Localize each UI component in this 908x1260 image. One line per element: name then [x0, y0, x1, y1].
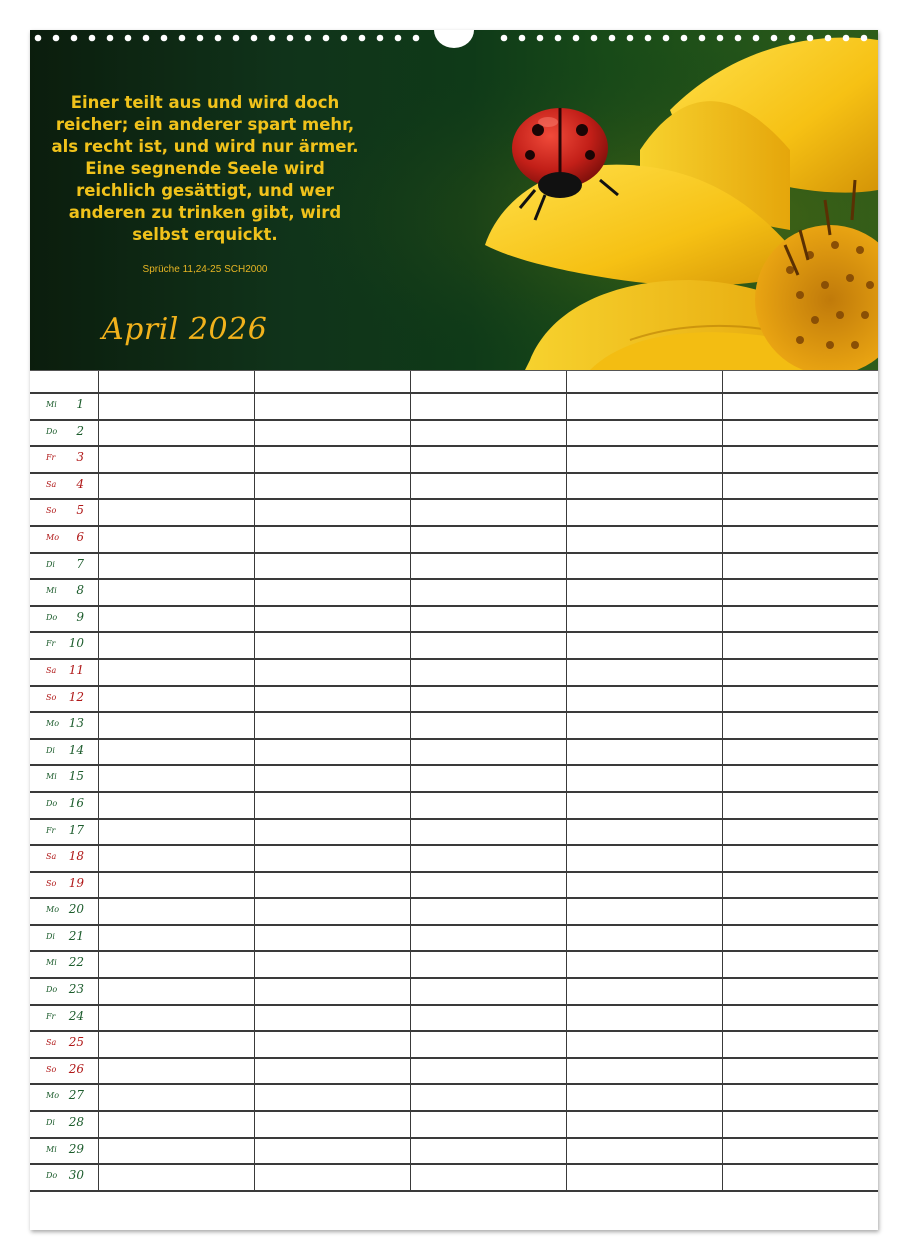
- day-label-cell: [30, 740, 98, 765]
- planner-cell[interactable]: [98, 1139, 254, 1164]
- day-number: 6: [76, 529, 84, 544]
- planner-cell[interactable]: [722, 1139, 878, 1164]
- day-label-cell: [30, 1059, 98, 1084]
- planner-cell[interactable]: [254, 1139, 410, 1164]
- planner-cell[interactable]: [254, 926, 410, 951]
- planner-cell[interactable]: [254, 421, 410, 446]
- planner-cell[interactable]: [410, 1032, 566, 1057]
- day-row: [30, 740, 878, 767]
- planner-cell[interactable]: [566, 766, 722, 791]
- day-row: [30, 447, 878, 474]
- day-number: 27: [68, 1088, 84, 1103]
- day-row: [30, 766, 878, 793]
- planner-cell[interactable]: [98, 1112, 254, 1137]
- day-row: [30, 660, 878, 687]
- planner-cell[interactable]: [566, 633, 722, 658]
- planner-cell[interactable]: [98, 1085, 254, 1110]
- weekday-label: So: [46, 1064, 57, 1074]
- planner-cell[interactable]: [98, 421, 254, 446]
- planner-cell[interactable]: [98, 979, 254, 1004]
- day-number: 29: [68, 1141, 84, 1156]
- column-header-cell: [98, 371, 254, 392]
- planner-cell[interactable]: [566, 1112, 722, 1137]
- weekday-label: Mi: [46, 1144, 57, 1154]
- day-label-cell: [30, 500, 98, 525]
- planner-cell[interactable]: [98, 500, 254, 525]
- planner-cell[interactable]: [254, 952, 410, 977]
- planner-cell[interactable]: [722, 660, 878, 685]
- weekday-label: Mi: [46, 772, 57, 782]
- planner-cell[interactable]: [98, 660, 254, 685]
- planner-cell[interactable]: [722, 1032, 878, 1057]
- planner-cell[interactable]: [566, 846, 722, 871]
- planner-cell[interactable]: [254, 500, 410, 525]
- planner-cell[interactable]: [722, 1085, 878, 1110]
- quote-line: Eine segnende Seele wird: [85, 159, 325, 178]
- planner-cell[interactable]: [254, 394, 410, 419]
- day-number: 17: [68, 822, 84, 837]
- planner-cell[interactable]: [410, 1059, 566, 1084]
- day-row: [30, 1165, 878, 1192]
- planner-cell[interactable]: [566, 1085, 722, 1110]
- planner-cell[interactable]: [722, 447, 878, 472]
- planner-cell[interactable]: [722, 633, 878, 658]
- planner-cell[interactable]: [98, 926, 254, 951]
- planner-cell[interactable]: [410, 580, 566, 605]
- weekday-label: Sa: [46, 665, 57, 675]
- planner-cell[interactable]: [410, 766, 566, 791]
- weekday-label: Mo: [46, 532, 60, 542]
- day-label-cell: [30, 979, 98, 1004]
- day-row: [30, 633, 878, 660]
- planner-cell[interactable]: [254, 1006, 410, 1031]
- day-number: 30: [68, 1168, 84, 1183]
- planner-cell[interactable]: [410, 474, 566, 499]
- weekday-label: Mo: [46, 719, 60, 729]
- weekday-label: Mi: [46, 958, 57, 968]
- day-row: [30, 421, 878, 448]
- planner-cell[interactable]: [410, 1006, 566, 1031]
- weekday-label: Fr: [46, 639, 56, 649]
- planner-cell[interactable]: [410, 687, 566, 712]
- weekday-label: Do: [46, 612, 58, 622]
- day-row: [30, 899, 878, 926]
- planner-cell[interactable]: [566, 607, 722, 632]
- planner-cell[interactable]: [566, 1032, 722, 1057]
- planner-cell[interactable]: [98, 873, 254, 898]
- planner-cell[interactable]: [98, 899, 254, 924]
- day-number: 19: [68, 875, 84, 890]
- planner-cell[interactable]: [254, 580, 410, 605]
- weekday-label: Fr: [46, 1011, 56, 1021]
- planner-cell[interactable]: [410, 873, 566, 898]
- day-row: [30, 607, 878, 634]
- day-number: 7: [76, 556, 84, 571]
- planner-cell[interactable]: [410, 899, 566, 924]
- planner-cell[interactable]: [410, 447, 566, 472]
- day-label-cell: [30, 607, 98, 632]
- day-row: [30, 1139, 878, 1166]
- planner-cell[interactable]: [254, 607, 410, 632]
- day-label-cell: [30, 793, 98, 818]
- planner-cell[interactable]: [98, 713, 254, 738]
- weekday-label: Mi: [46, 400, 57, 409]
- calendar-header: [30, 30, 878, 370]
- planner-cell[interactable]: [410, 1112, 566, 1137]
- day-number: 23: [68, 982, 84, 997]
- planner-cell[interactable]: [98, 740, 254, 765]
- day-label-cell: [30, 580, 98, 605]
- column-header-cell: [566, 371, 722, 392]
- day-number: 14: [68, 742, 84, 757]
- day-row: [30, 820, 878, 847]
- planner-cell[interactable]: [98, 554, 254, 579]
- day-number: 16: [68, 795, 84, 810]
- day-row: [30, 979, 878, 1006]
- planner-cell[interactable]: [722, 926, 878, 951]
- planner-cell[interactable]: [98, 952, 254, 977]
- planner-cell[interactable]: [254, 1112, 410, 1137]
- day-row: [30, 1059, 878, 1086]
- planner-cell[interactable]: [410, 633, 566, 658]
- planner-cell[interactable]: [410, 1085, 566, 1110]
- weekday-label: Fr: [46, 825, 56, 835]
- planner-cell[interactable]: [254, 1059, 410, 1084]
- day-row: [30, 952, 878, 979]
- day-label-cell: [30, 820, 98, 845]
- planner-cell[interactable]: [722, 713, 878, 738]
- planner-cell[interactable]: [722, 580, 878, 605]
- planner-cell[interactable]: [722, 500, 878, 525]
- planner-cell[interactable]: [410, 740, 566, 765]
- day-number: 5: [76, 503, 84, 518]
- quote-line: Einer teilt aus und wird doch: [70, 93, 340, 112]
- planner-cell[interactable]: [566, 1059, 722, 1084]
- planner-cell[interactable]: [722, 527, 878, 552]
- planner-cell[interactable]: [722, 766, 878, 791]
- weekday-label: Do: [46, 798, 58, 808]
- quote-line: als recht ist, und wird nur ärmer.: [51, 137, 359, 156]
- weekday-label: Mo: [46, 1091, 60, 1101]
- day-label-cell: [30, 1112, 98, 1137]
- planner-cell[interactable]: [410, 1139, 566, 1164]
- day-label-cell: [30, 1165, 98, 1190]
- day-row: [30, 1112, 878, 1139]
- calendar-page: [30, 30, 878, 1230]
- day-label-cell: [30, 873, 98, 898]
- day-number: 20: [68, 902, 84, 917]
- day-label-cell: [30, 1006, 98, 1031]
- planner-cell[interactable]: [254, 527, 410, 552]
- planner-cell[interactable]: [98, 394, 254, 419]
- planner-cell[interactable]: [410, 394, 566, 419]
- spiral-binding: [30, 30, 878, 48]
- planner-cell[interactable]: [566, 820, 722, 845]
- planner-cell[interactable]: [722, 474, 878, 499]
- day-row: [30, 846, 878, 873]
- planner-cell[interactable]: [98, 793, 254, 818]
- day-number: 8: [76, 583, 84, 598]
- planner-cell[interactable]: [410, 1165, 566, 1190]
- planner-cell[interactable]: [722, 873, 878, 898]
- weekday-label: Di: [46, 931, 55, 941]
- planner-cell[interactable]: [254, 793, 410, 818]
- weekday-label: Sa: [46, 479, 57, 489]
- planner-cell[interactable]: [566, 1139, 722, 1164]
- planner-cell[interactable]: [254, 713, 410, 738]
- day-number: 18: [68, 849, 84, 864]
- weekday-label: So: [46, 878, 57, 888]
- planner-cell[interactable]: [722, 1059, 878, 1084]
- planner-cell[interactable]: [722, 793, 878, 818]
- day-label-cell: [30, 899, 98, 924]
- planner-cell[interactable]: [722, 740, 878, 765]
- weekday-label: Mo: [46, 905, 60, 915]
- planner-cell[interactable]: [98, 447, 254, 472]
- day-row: [30, 1032, 878, 1059]
- planner-cell[interactable]: [254, 1165, 410, 1190]
- planner-cell[interactable]: [566, 500, 722, 525]
- header-row: [30, 370, 878, 394]
- planner-grid: [30, 370, 878, 1192]
- day-row: [30, 554, 878, 581]
- day-row: [30, 687, 878, 714]
- weekday-label: Fr: [46, 453, 56, 463]
- planner-cell[interactable]: [98, 474, 254, 499]
- day-number: 9: [76, 609, 84, 624]
- planner-cell[interactable]: [254, 447, 410, 472]
- day-row: [30, 1006, 878, 1033]
- planner-cell[interactable]: [722, 394, 878, 419]
- day-label-cell: [30, 660, 98, 685]
- day-number: 22: [68, 955, 84, 970]
- weekday-label: Do: [46, 426, 58, 436]
- planner-cell[interactable]: [254, 766, 410, 791]
- planner-cell[interactable]: [98, 846, 254, 871]
- column-header-cell: [722, 371, 878, 392]
- planner-cell[interactable]: [722, 1006, 878, 1031]
- quote-reference: Sprüche 11,24-25 SCH2000: [142, 264, 268, 275]
- planner-cell[interactable]: [254, 660, 410, 685]
- planner-cell[interactable]: [254, 633, 410, 658]
- day-row: [30, 873, 878, 900]
- day-label-cell: [30, 554, 98, 579]
- quote-line: anderen zu trinken gibt, wird: [68, 203, 342, 222]
- day-row: [30, 713, 878, 740]
- day-number: 26: [68, 1061, 84, 1076]
- day-row: [30, 500, 878, 527]
- planner-cell[interactable]: [566, 527, 722, 552]
- day-label-cell: [30, 926, 98, 951]
- weekday-label: Sa: [46, 852, 57, 862]
- quote-line: selbst erquickt.: [132, 225, 278, 244]
- planner-cell[interactable]: [98, 687, 254, 712]
- day-number: 1: [76, 397, 84, 411]
- planner-cell[interactable]: [722, 687, 878, 712]
- planner-cell[interactable]: [254, 740, 410, 765]
- day-label-cell: [30, 1085, 98, 1110]
- quote-line: reichlich gesättigt, und wer: [76, 181, 334, 200]
- planner-cell[interactable]: [722, 846, 878, 871]
- day-number: 15: [68, 769, 84, 784]
- planner-cell[interactable]: [254, 899, 410, 924]
- planner-cell[interactable]: [98, 1059, 254, 1084]
- column-header-cell: [254, 371, 410, 392]
- day-number: 28: [68, 1115, 84, 1130]
- month-title: April 2026: [102, 312, 268, 347]
- weekday-label: Mi: [46, 586, 57, 596]
- weekday-label: Di: [46, 745, 55, 755]
- planner-cell[interactable]: [98, 527, 254, 552]
- planner-cell[interactable]: [98, 1165, 254, 1190]
- planner-cell[interactable]: [254, 979, 410, 1004]
- day-label-cell: [30, 713, 98, 738]
- planner-cell[interactable]: [722, 899, 878, 924]
- planner-cell[interactable]: [722, 421, 878, 446]
- planner-cell[interactable]: [254, 846, 410, 871]
- planner-cell[interactable]: [98, 607, 254, 632]
- planner-cell[interactable]: [566, 1165, 722, 1190]
- planner-cell[interactable]: [566, 474, 722, 499]
- planner-cell[interactable]: [410, 527, 566, 552]
- day-label-cell: [30, 633, 98, 658]
- planner-cell[interactable]: [566, 952, 722, 977]
- day-row: [30, 394, 878, 421]
- planner-cell[interactable]: [566, 873, 722, 898]
- planner-cell[interactable]: [410, 607, 566, 632]
- planner-cell[interactable]: [410, 979, 566, 1004]
- bible-quote: [40, 92, 370, 246]
- day-number: 24: [68, 1008, 84, 1023]
- planner-cell[interactable]: [254, 1032, 410, 1057]
- day-label-cell: [30, 474, 98, 499]
- day-label-cell: [30, 527, 98, 552]
- day-label-cell: [30, 421, 98, 446]
- planner-cell[interactable]: [254, 873, 410, 898]
- planner-cell[interactable]: [566, 899, 722, 924]
- planner-cell[interactable]: [566, 1006, 722, 1031]
- planner-cell[interactable]: [722, 554, 878, 579]
- planner-cell[interactable]: [254, 1085, 410, 1110]
- day-number: 21: [68, 928, 84, 943]
- planner-cell[interactable]: [566, 687, 722, 712]
- weekday-label: Sa: [46, 1038, 57, 1048]
- day-label-cell: [30, 1139, 98, 1164]
- weekday-label: Di: [46, 1118, 55, 1128]
- planner-cell[interactable]: [98, 580, 254, 605]
- planner-cell[interactable]: [410, 421, 566, 446]
- day-row: [30, 474, 878, 501]
- planner-cell[interactable]: [566, 580, 722, 605]
- planner-cell[interactable]: [410, 820, 566, 845]
- day-label-cell: [30, 846, 98, 871]
- planner-cell[interactable]: [98, 1032, 254, 1057]
- planner-cell[interactable]: [254, 474, 410, 499]
- day-number: 25: [68, 1035, 84, 1050]
- day-row: [30, 527, 878, 554]
- planner-cell[interactable]: [566, 447, 722, 472]
- planner-cell[interactable]: [410, 660, 566, 685]
- planner-cell[interactable]: [254, 554, 410, 579]
- planner-cell[interactable]: [98, 1006, 254, 1031]
- day-number: 10: [68, 636, 84, 651]
- weekday-label: So: [46, 506, 57, 516]
- planner-cell[interactable]: [566, 793, 722, 818]
- day-label-cell: [30, 447, 98, 472]
- weekday-label: Di: [46, 559, 55, 569]
- planner-cell[interactable]: [98, 633, 254, 658]
- day-number: 3: [76, 450, 84, 465]
- planner-cell[interactable]: [410, 793, 566, 818]
- planner-cell[interactable]: [566, 979, 722, 1004]
- planner-cell[interactable]: [722, 952, 878, 977]
- day-label-cell: [30, 1032, 98, 1057]
- day-label-cell: [30, 766, 98, 791]
- day-number: 13: [68, 716, 84, 731]
- weekday-label: Do: [46, 985, 58, 995]
- planner-cell[interactable]: [722, 607, 878, 632]
- planner-cell[interactable]: [722, 1112, 878, 1137]
- planner-cell[interactable]: [254, 820, 410, 845]
- day-number: 2: [76, 423, 84, 438]
- column-header-cell: [410, 371, 566, 392]
- planner-cell[interactable]: [98, 820, 254, 845]
- planner-cell[interactable]: [566, 926, 722, 951]
- planner-cell[interactable]: [722, 820, 878, 845]
- day-label-cell: [30, 394, 98, 419]
- planner-cell[interactable]: [98, 766, 254, 791]
- planner-cell[interactable]: [566, 660, 722, 685]
- day-row: [30, 926, 878, 953]
- planner-cell[interactable]: [566, 740, 722, 765]
- day-label-cell: [30, 952, 98, 977]
- planner-cell[interactable]: [722, 979, 878, 1004]
- planner-cell[interactable]: [410, 713, 566, 738]
- planner-cell[interactable]: [410, 500, 566, 525]
- day-label-cell: [30, 687, 98, 712]
- planner-cell[interactable]: [254, 687, 410, 712]
- planner-cell[interactable]: [722, 1165, 878, 1190]
- planner-cell[interactable]: [566, 554, 722, 579]
- weekday-label: Do: [46, 1171, 58, 1181]
- day-row: [30, 793, 878, 820]
- weekday-label: So: [46, 692, 57, 702]
- planner-cell[interactable]: [566, 394, 722, 419]
- planner-cell[interactable]: [410, 554, 566, 579]
- day-row: [30, 1085, 878, 1112]
- planner-cell[interactable]: [566, 421, 722, 446]
- planner-cell[interactable]: [410, 846, 566, 871]
- day-number: 12: [68, 689, 84, 704]
- day-number: 11: [68, 662, 84, 677]
- day-number: 4: [76, 476, 84, 491]
- planner-cell[interactable]: [410, 952, 566, 977]
- planner-cell[interactable]: [566, 713, 722, 738]
- quote-line: reicher; ein anderer spart mehr,: [55, 115, 355, 134]
- day-row: [30, 580, 878, 607]
- planner-cell[interactable]: [410, 926, 566, 951]
